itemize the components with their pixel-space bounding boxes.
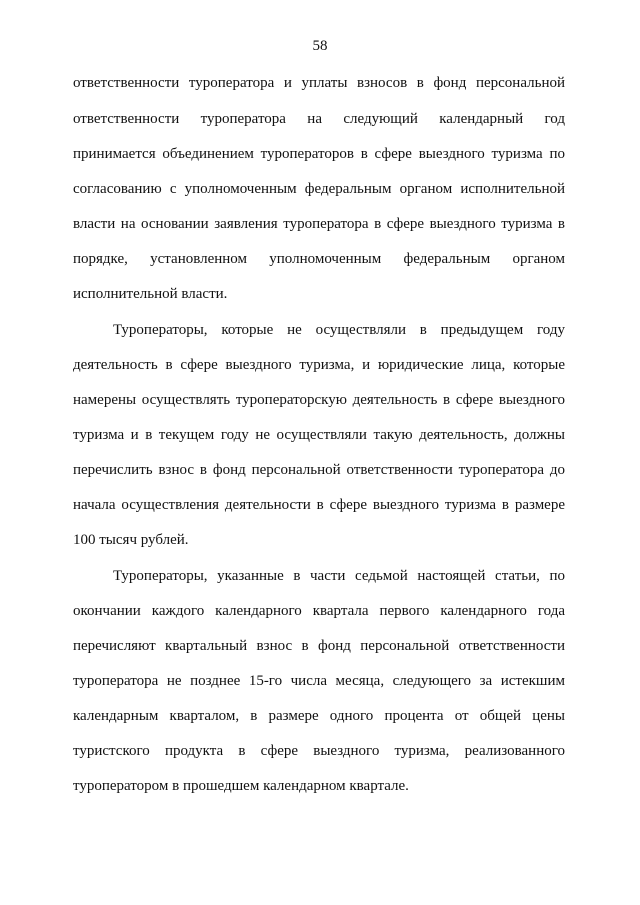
page-number: 58 [312, 38, 328, 54]
paragraph-3-line-4: туроператора не позднее 15-го числа месяца, следующего за истекшим [73, 673, 565, 689]
paragraph-2-line-2: деятельность в сфере выездного туризма, и юридические лица, которые [73, 357, 565, 373]
paragraph-1-line-4: согласованию с уполномоченным федеральным органом исполнительной [73, 181, 565, 197]
paragraph-3-line-5: календарным кварталом, в размере одного процента от общей цены [73, 708, 565, 724]
paragraph-2-line-6: начала осуществления деятельности в сфере выездного туризма в размере [73, 497, 565, 513]
paragraph-1-line-3: принимается объединением туроператоров в сфере выездного туризма по [73, 146, 565, 162]
paragraph-2-line-4: туризма и в текущем году не осуществляли такую деятельность, должны [73, 427, 565, 443]
paragraph-1-line-6: порядке, установленном уполномоченным федеральным органом [73, 251, 565, 267]
paragraph-3-line-7: туроператором в прошедшем календарном квартале. [73, 778, 409, 794]
paragraph-3-line-6: туристского продукта в сфере выездного туризма, реализованного [73, 743, 565, 759]
paragraph-1-line-5: власти на основании заявления туроператора в сфере выездного туризма в [73, 216, 565, 232]
paragraph-2-line-3: намерены осуществлять туроператорскую деятельность в сфере выездного [73, 392, 565, 408]
paragraph-2-line-5: перечислить взнос в фонд персональной ответственности туроператора до [73, 462, 565, 478]
paragraph-1-line-7: исполнительной власти. [73, 286, 228, 302]
paragraph-3-line-2: окончании каждого календарного квартала первого календарного года [73, 603, 565, 619]
paragraph-2-line-7: 100 тысяч рублей. [73, 532, 189, 548]
paragraph-1-line-1: ответственности туроператора и уплаты взносов в фонд персональной [73, 75, 565, 91]
paragraph-3-line-1: Туроператоры, указанные в части седьмой настоящей статьи, по [113, 568, 565, 584]
paragraph-1-line-2: ответственности туроператора на следующий календарный год [73, 111, 565, 127]
paragraph-2-line-1: Туроператоры, которые не осуществляли в предыдущем году [113, 322, 565, 338]
paragraph-3-line-3: перечисляют квартальный взнос в фонд персональной ответственности [73, 638, 565, 654]
